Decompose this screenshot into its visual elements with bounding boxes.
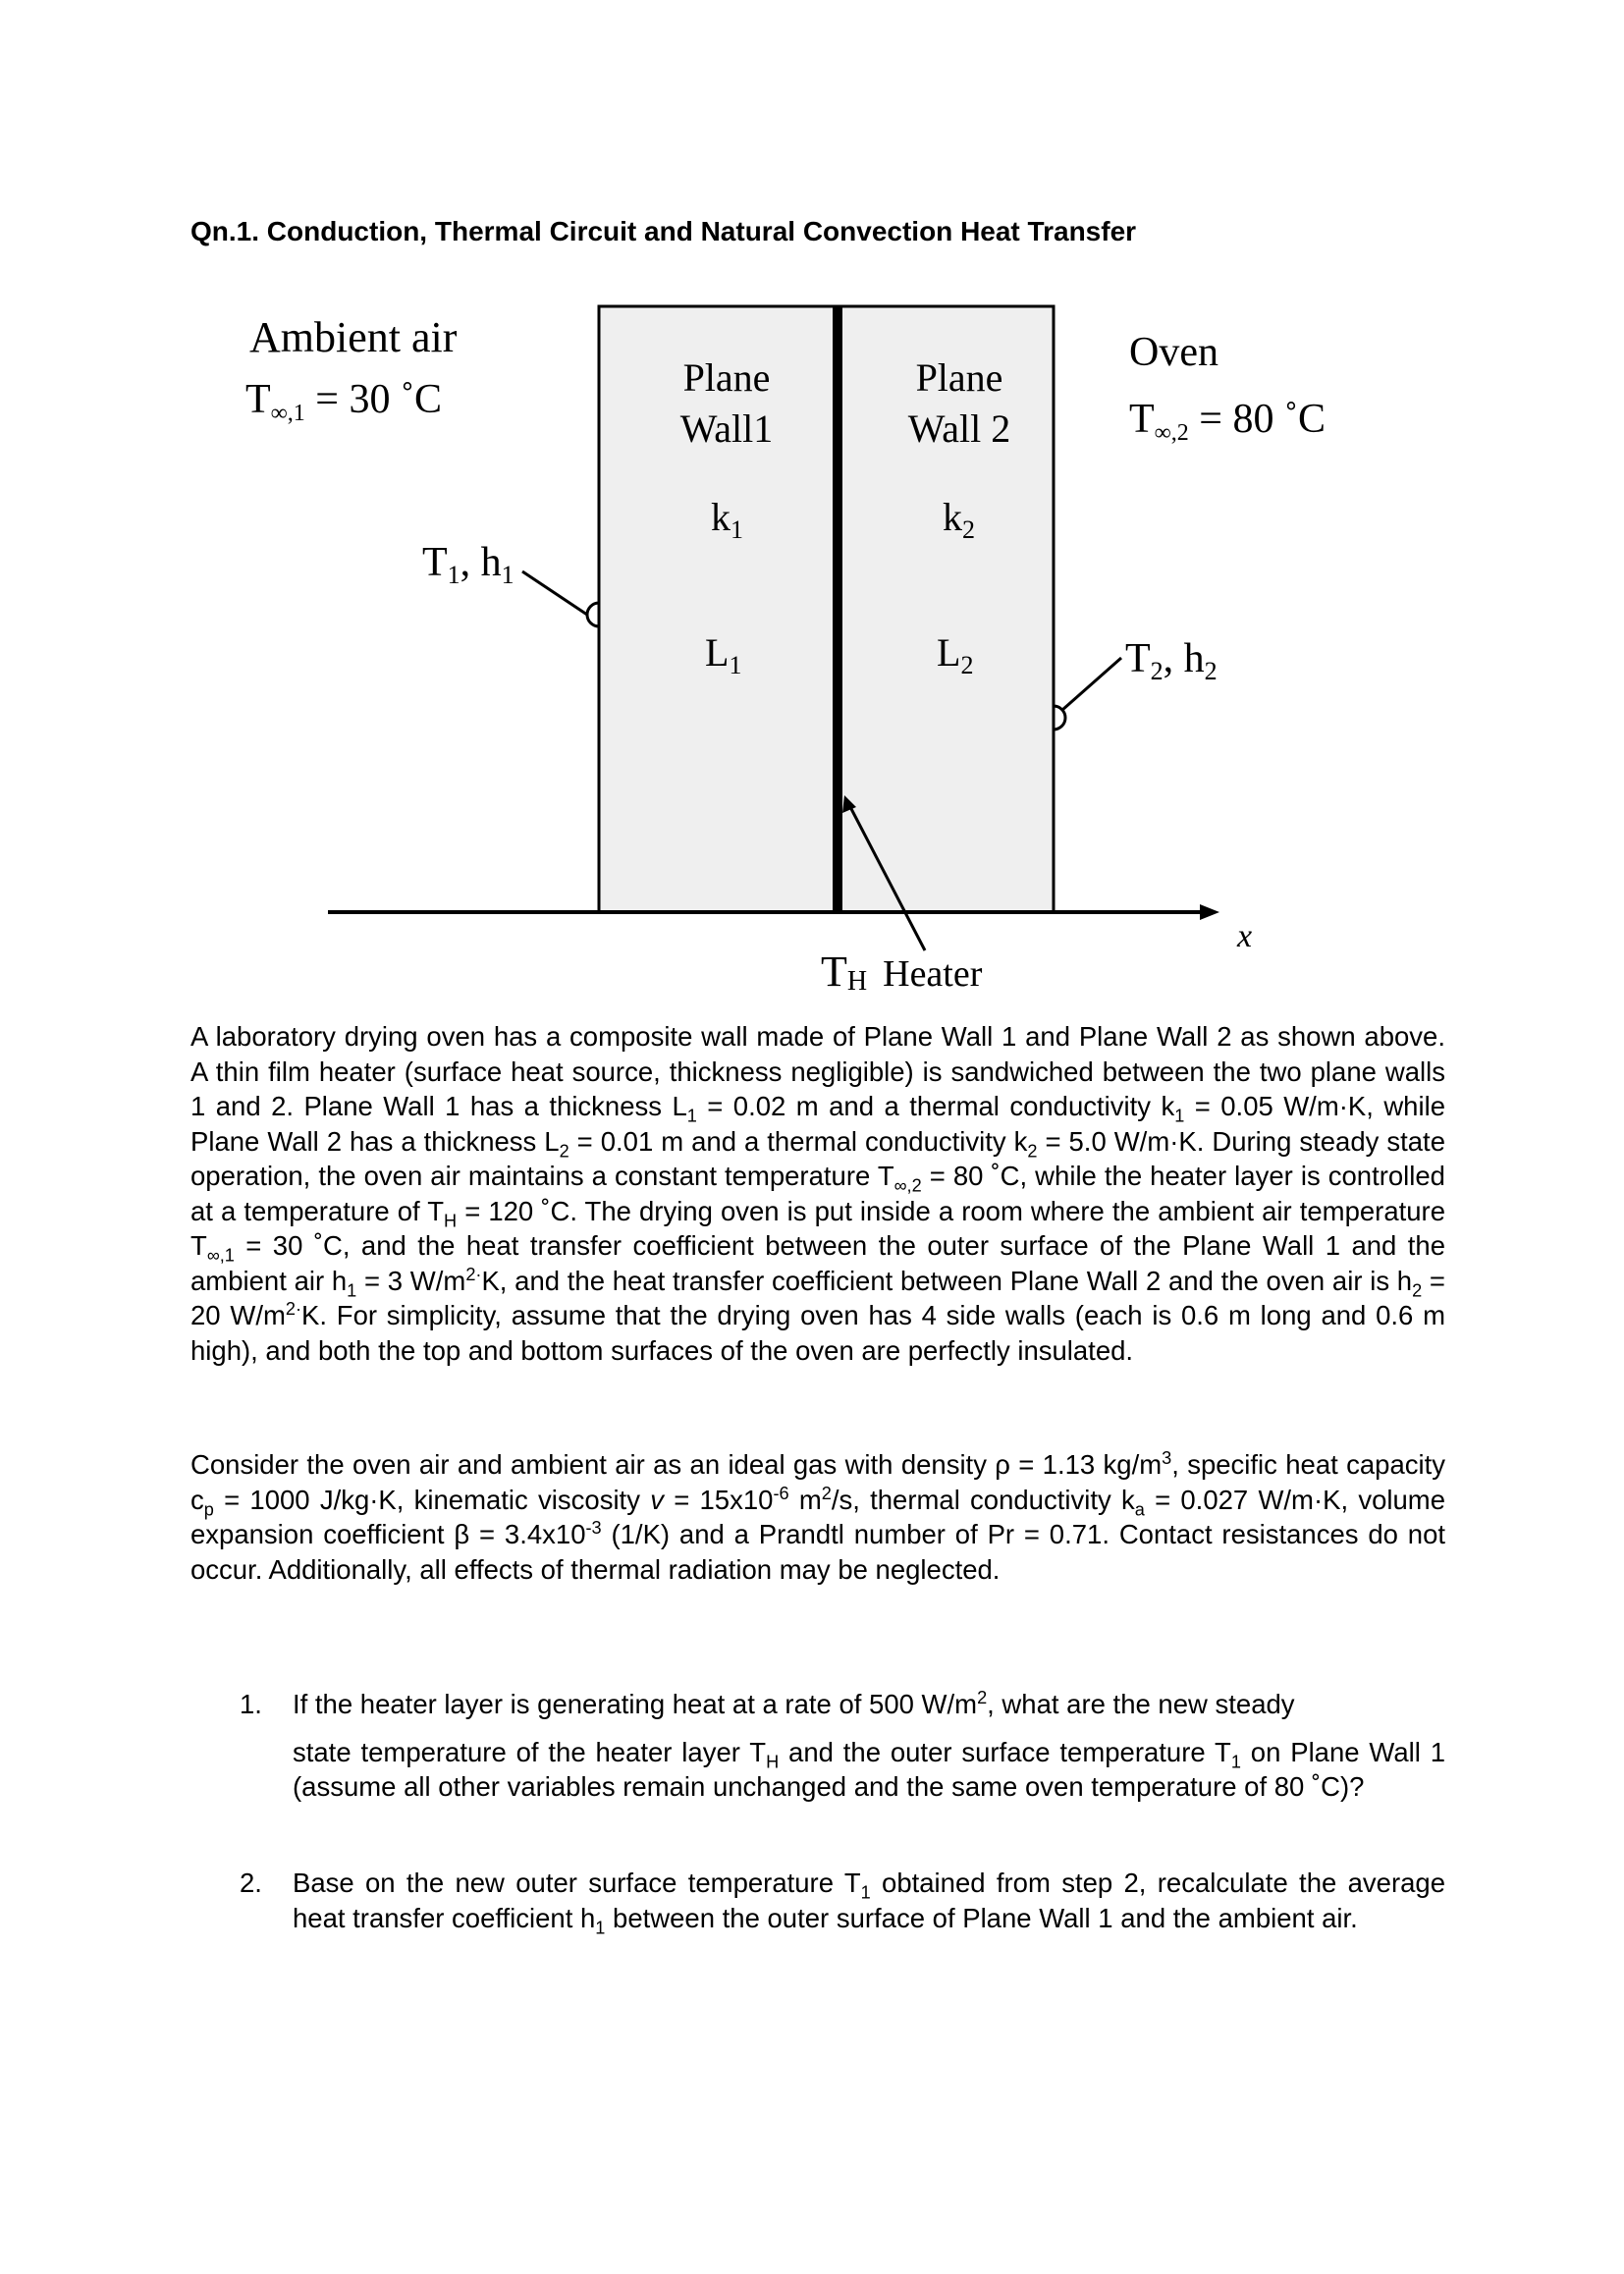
t1-h1-label: T1, h1 <box>422 540 514 589</box>
k1-label: $k_1$ <box>711 495 743 544</box>
question-list-1 <box>190 1687 1445 1805</box>
question-list-2 <box>190 1866 1445 1935</box>
wall1-label-line2: Wall1 <box>679 406 774 451</box>
x-axis-label: x <box>1237 918 1253 954</box>
question-2: 2. Base on the new outer surface temperature $T_1$ obtained from step 2, recalculate the average heat transfer coefficient $h_1$ between the outer surface of Plane Wall 1 and the ambient air. <box>240 1868 1445 1937</box>
air-properties-paragraph: Consider the oven air and ambient air as an ideal gas with density ρ = 1.13 $kg/m^3$, specific heat capacity $c_p = 1000$ J/kg·K, kinematic viscosity $v = 15x10^{-6}$ $m^2/s$, thermal conductivity $k_a = 0.027$ W/m·K, volume expansion coefficient $\beta = 3.4x10^{-3}$ (1/K) and a Prandtl number of Pr = 0.71. Contact resistances do not occur. Additionally, all effects of thermal radiation may be neglected. <box>190 1447 1445 1585</box>
t1-leader-line <box>522 571 587 615</box>
heater-layer <box>833 306 842 912</box>
L2-label: $L_2$ <box>937 630 974 679</box>
problem-description-paragraph: A laboratory drying oven has a composite wall made of Plane Wall 1 and Plane Wall 2 as shown above. A thin film heater (surface heat source, thickness negligible) is sandwiched between the two plane walls 1 and 2. Plane Wall 1 has a thickness $L_1 = 0.02$ m and a thermal conductivity $k_1 = 0.05$ W/m·K, while Plane Wall 2 has a thickness $L_2 = 0.01$ m and a thermal conductivity $k_2 = 5.0$ W/m·K. During steady state operation, the oven air maintains a constant temperature $T_{\infty,2} = 80$ ˚C, while the heater layer is controlled at a temperature of $T_H = 120$ ˚C. The drying oven is put inside a room where the ambient air temperature $T_{\infty,1} = 30$ ˚C, and the heat transfer coefficient between the outer surface of the Plane Wall 1 and the ambient air $h_1 = 3$ $W/m^{2\cdot}K$, and the heat transfer coefficient between Plane Wall 2 and the oven air is $h_2 = 20$ $W/m^{2\cdot}K$. For simplicity, assume that the drying oven has 4 side walls (each is 0.6 m long and 0.6 m high), and both the top and bottom surfaces of the oven are perfectly insulated. <box>190 1021 1446 1366</box>
x-axis-arrowhead <box>1200 904 1219 920</box>
question-title: Qn.1. Conduction, Thermal Circuit and Natural Convection Heat Transfer <box>190 216 1137 246</box>
L1-label: $L_1$ <box>705 630 742 679</box>
oven-label: Oven <box>1129 330 1218 375</box>
t2-h2-label: T2, h2 <box>1125 636 1218 685</box>
question-1-number: 1. <box>240 1689 262 1719</box>
oven-temperature: T∞,2 = 80 ˚C <box>1129 397 1326 446</box>
ambient-air-label: Ambient air <box>249 313 458 361</box>
wall2-label-line2: Wall 2 <box>907 406 1011 451</box>
question-1-line1: If the heater layer is generating heat at a rate of 500 $W/m^2$, what are the new steady <box>293 1687 1295 1719</box>
ambient-temperature: T∞,1 = 30 ˚C <box>245 377 442 426</box>
wall1-label-line1: Plane <box>682 355 771 400</box>
k2-label: $k_2$ <box>943 495 975 544</box>
question-1: 1. If the heater layer is generating heat at a rate of 500 $W/m^2$, what are the new steady state temperature of the heater layer $T_H$ and the outer surface temperature $T_1$ on Plane Wall 1 (assume all other variables remain unchanged and the same oven temperature of 80 ˚C)? <box>240 1687 1446 1802</box>
t2-surface-probe-icon <box>1054 706 1065 730</box>
composite-wall-diagram <box>226 295 1404 1002</box>
t1-surface-probe-icon <box>587 603 599 626</box>
heater-label: TH Heater <box>821 948 983 997</box>
t2-leader-line <box>1062 658 1121 710</box>
wall2-label-line1: Plane <box>915 355 1003 400</box>
question-2-number: 2. <box>240 1868 262 1898</box>
